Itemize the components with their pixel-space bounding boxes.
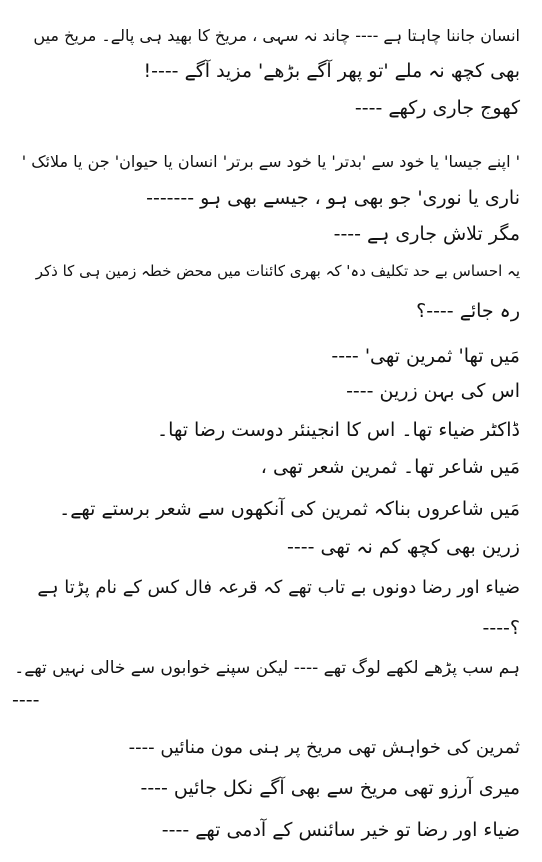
text-line: ڈاکٹر ضیاء تھا۔ اس کا انجینئر دوست رضا تھا۔ [157,419,520,441]
text-line: رہ جائے ----؟ [416,300,520,322]
text-line: کھوج جاری رکھے ---- [354,97,520,119]
text-line: اس کی بہن زرین ---- [346,380,520,402]
text-line: ضیاء اور رضا دونوں بے تاب تھے کہ قرعہ فال کس کے نام پڑتا ہے [37,577,520,598]
text-line: زرین بھی کچھ کم نہ تھی ---- [287,536,520,558]
text-line: ثمرین کی خواہش تھی مریخ پر ہنی مون منائیں ---- [128,737,520,758]
text-line: بھی کچھ نہ ملے 'تو پھر آگے بڑھے' مزید آگے ----! [143,60,520,82]
text-line: مَیں شاعر تھا۔ ثمرین شعر تھی ، [260,456,520,478]
text-line: مگر تلاش جاری ہے ---- [333,223,520,245]
text-line: انسان جاننا چاہتا ہے ---- چاند نہ سہی ، مریخ کا بھید ہی پالے۔ مریخ میں [33,26,520,45]
text-line: ' اپنے جیسا' یا خود سے 'بدتر' یا خود سے برتر' انسان یا حیوان' جن یا ملائک ' [21,152,520,171]
text-line: ؟---- [482,617,520,639]
text-line: مَیں تھا' ثمرین تھی' ---- [331,345,520,367]
text-line: ناری یا نوری' جو بھی ہو ، جیسے بھی ہو ------- [146,187,520,209]
text-line: یہ احساس بے حد تکلیف دہ' کہ بھری کائنات میں محض خطہ زمین ہی کا ذکر [35,262,520,280]
text-line: میری آرزو تھی مریخ سے بھی آگے نکل جائیں ---- [140,777,520,799]
text-line: ہم سب پڑھے لکھے لوگ تھے ---- لیکن سپنے خوابوں سے خالی نہیں تھے۔ [14,658,520,678]
text-line: مَیں شاعروں بناکہ ثمرین کی آنکھوں سے شعر برستے تھے۔ [59,498,520,520]
text-line: ---- [12,689,40,711]
text-line: ضیاء اور رضا تو خیر سائنس کے آدمی تھے ---- [161,819,520,841]
